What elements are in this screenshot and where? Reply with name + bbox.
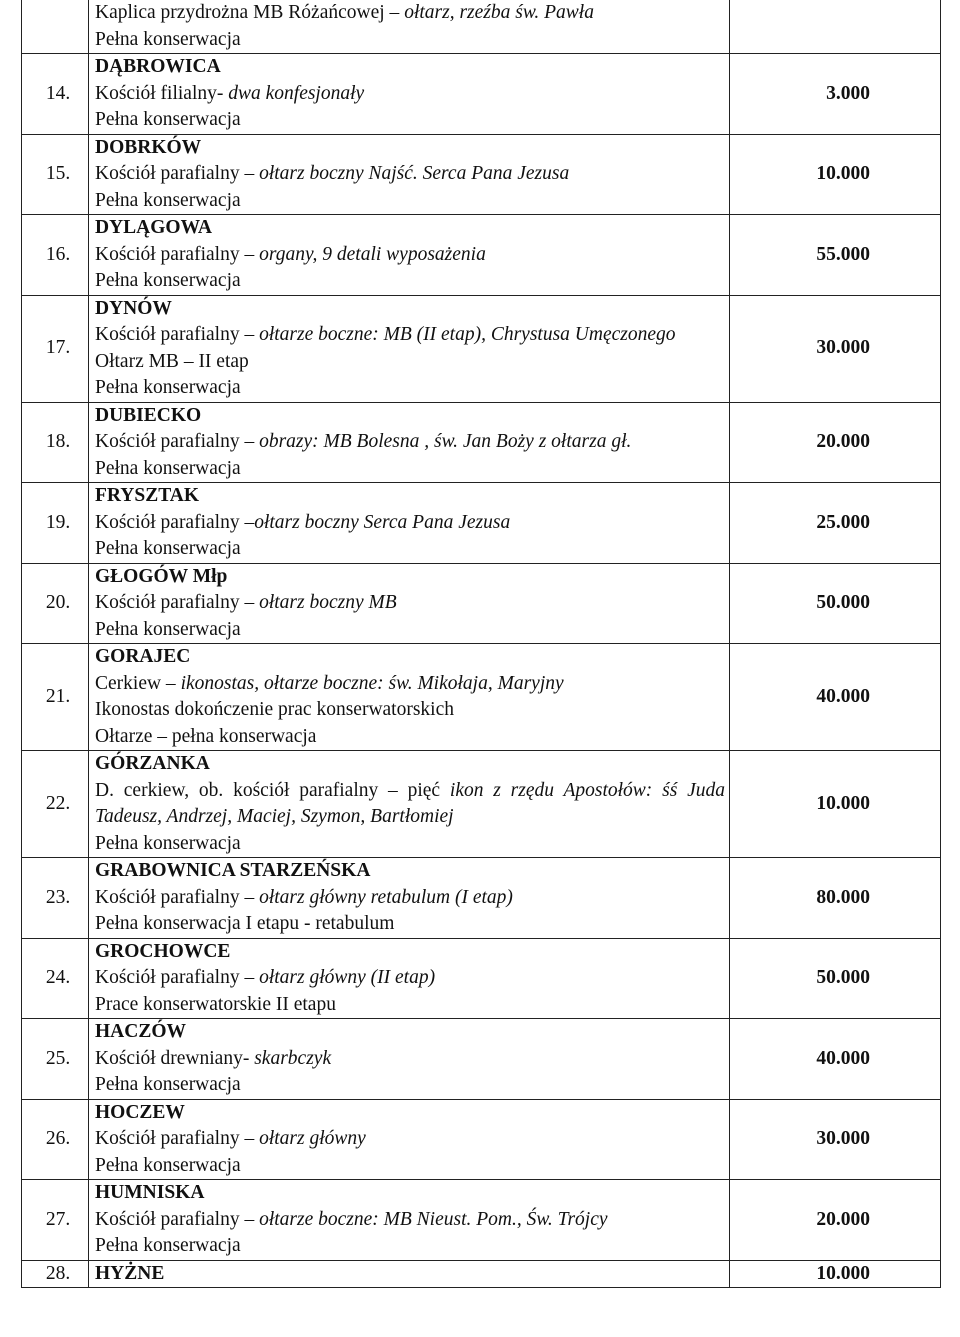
row-number: 19. (22, 483, 89, 564)
table-row (22, 1180, 941, 1261)
item-detail: obrazy: MB Bolesna , św. Jan Boży z ołtarza gł. (259, 431, 632, 452)
description-line (95, 1126, 725, 1153)
row-description (89, 1180, 730, 1261)
row-description (89, 483, 730, 564)
text-segment: Pełna konserwacja (95, 618, 241, 640)
table-row (22, 134, 941, 215)
row-description (89, 215, 730, 296)
description-line (95, 1233, 725, 1260)
text-segment: Kościół parafialny – (95, 886, 260, 908)
text-segment: GÓRZANKA (95, 753, 210, 774)
location-name (95, 858, 725, 885)
description-line (95, 242, 725, 269)
text-segment: Kościół parafialny – (95, 511, 255, 533)
description-line (95, 590, 725, 617)
table-row (22, 563, 941, 644)
location-name (95, 751, 725, 778)
table-row (22, 215, 941, 296)
item-detail: skarbczyk (254, 1047, 332, 1069)
text-segment: Pełna konserwacja I etapu - retabulum (95, 913, 395, 934)
description-line (95, 161, 725, 188)
text-segment: Ikonostas dokończenie prac konserwatorskich (95, 699, 455, 720)
row-description (89, 644, 730, 751)
row-description (89, 0, 730, 54)
description-line (95, 107, 725, 134)
description-line (95, 1072, 725, 1099)
item-detail: ołtarz główny (259, 1128, 366, 1149)
description-line (95, 268, 725, 295)
text-segment: Kościół parafialny – (95, 967, 260, 988)
row-number: 17. (22, 295, 89, 402)
description-line (95, 81, 725, 108)
row-number: 28. (22, 1260, 89, 1288)
row-amount: 25.000 (730, 483, 941, 564)
text-segment: Kościół parafialny – (95, 243, 260, 265)
item-detail: ołtarze boczne: MB Nieust. Pom., Św. Trójcy (259, 1208, 608, 1230)
row-amount: 40.000 (730, 1019, 941, 1100)
text-segment: Pełna konserwacja (95, 1074, 241, 1095)
text-segment: HOCZEW (95, 1101, 185, 1123)
row-number: 20. (22, 563, 89, 644)
description-line (95, 778, 725, 831)
table-row (22, 0, 941, 54)
row-description (89, 858, 730, 939)
text-segment: Kościół parafialny – (95, 1208, 260, 1230)
table-row (22, 644, 941, 751)
description-line (95, 375, 725, 402)
text-segment: Pełna konserwacja (95, 28, 241, 50)
location-name (95, 644, 725, 671)
table-row (22, 1099, 941, 1180)
description-line (95, 885, 725, 912)
text-segment: Kościół parafialny – (95, 592, 260, 613)
text-segment: Pełna konserwacja (95, 189, 241, 211)
row-description (89, 1019, 730, 1100)
row-description (89, 295, 730, 402)
row-number: 27. (22, 1180, 89, 1261)
row-number: 14. (22, 54, 89, 135)
row-number: 22. (22, 751, 89, 858)
text-segment: D. cerkiew, ob. kościół parafialny – pięć (95, 779, 450, 801)
text-segment: DYNÓW (95, 297, 172, 319)
item-detail: ołtarz, rzeźba św. Pawła (404, 2, 594, 23)
description-line (95, 429, 725, 456)
description-line (95, 1207, 725, 1234)
row-amount: 10.000 (730, 134, 941, 215)
text-segment: Cerkiew – (95, 672, 181, 694)
location-name (95, 1019, 725, 1046)
text-segment: Kościół parafialny – (95, 1128, 260, 1149)
description-line (95, 697, 725, 724)
description-line (95, 992, 725, 1019)
row-description (89, 563, 730, 644)
table-row (22, 938, 941, 1019)
text-segment: HYŻNE (95, 1262, 165, 1284)
row-description (89, 402, 730, 483)
row-amount: 50.000 (730, 563, 941, 644)
row-amount: 20.000 (730, 402, 941, 483)
row-amount: 30.000 (730, 1099, 941, 1180)
description-line (95, 0, 725, 27)
description-line (95, 831, 725, 858)
text-segment: GRABOWNICA STARZEŃSKA (95, 860, 371, 881)
description-line (95, 724, 725, 751)
table-row (22, 858, 941, 939)
location-name (95, 564, 725, 591)
description-line (95, 349, 725, 376)
item-detail: ołtarze boczne: MB (II etap), Chrystusa Umęczonego (259, 324, 676, 345)
row-description (89, 1099, 730, 1180)
location-name (95, 215, 725, 242)
text-segment: Ołtarz MB – II etap (95, 350, 249, 372)
row-number: 18. (22, 402, 89, 483)
text-segment: FRYSZTAK (95, 485, 200, 506)
row-number: 25. (22, 1019, 89, 1100)
text-segment: GROCHOWCE (95, 940, 231, 962)
text-segment: Pełna konserwacja (95, 1154, 241, 1176)
description-line (95, 965, 725, 992)
table-body (22, 0, 941, 1288)
row-amount: 20.000 (730, 1180, 941, 1261)
text-segment: Pełna konserwacja (95, 109, 241, 130)
text-segment: Kaplica przydrożna MB Różańcowej – (95, 2, 405, 23)
row-amount: 50.000 (730, 938, 941, 1019)
row-number: 24. (22, 938, 89, 1019)
location-name (95, 1100, 725, 1127)
row-amount: 30.000 (730, 295, 941, 402)
location-name (95, 939, 725, 966)
table-row (22, 1260, 941, 1288)
row-amount: 40.000 (730, 644, 941, 751)
description-line (95, 510, 725, 537)
text-segment: HUMNISKA (95, 1182, 205, 1203)
row-number: 15. (22, 134, 89, 215)
table-row (22, 483, 941, 564)
text-segment: Pełna konserwacja (95, 457, 241, 479)
row-description (89, 1260, 730, 1288)
description-line (95, 456, 725, 483)
item-detail: ikonostas, ołtarze boczne: św. Mikołaja, Maryjny (180, 672, 564, 694)
row-amount: 10.000 (730, 1260, 941, 1288)
item-detail: ołtarz główny (II etap) (259, 967, 436, 988)
location-name (95, 1261, 725, 1288)
row-amount: 3.000 (730, 54, 941, 135)
row-number: 16. (22, 215, 89, 296)
row-number: 26. (22, 1099, 89, 1180)
row-amount (730, 0, 941, 54)
text-segment: DOBRKÓW (95, 136, 202, 158)
table-row (22, 1019, 941, 1100)
table-row (22, 751, 941, 858)
item-detail: dwa konfesjonały (228, 82, 365, 104)
row-amount: 55.000 (730, 215, 941, 296)
location-name (95, 296, 725, 323)
table-row (22, 54, 941, 135)
row-amount: 10.000 (730, 751, 941, 858)
text-segment: Kościół filialny- (95, 82, 229, 104)
description-line (95, 911, 725, 938)
text-segment: Pełna konserwacja (95, 377, 241, 398)
description-line (95, 671, 725, 698)
description-line (95, 617, 725, 644)
text-segment: HACZÓW (95, 1021, 187, 1042)
description-line (95, 536, 725, 563)
text-segment: Kościół parafialny – (95, 324, 260, 345)
row-number: 21. (22, 644, 89, 751)
location-name (95, 483, 725, 510)
text-segment: Kościół parafialny – (95, 163, 260, 184)
text-segment: DĄBROWICA (95, 56, 221, 77)
row-amount: 80.000 (730, 858, 941, 939)
monument-funding-table (21, 0, 941, 1288)
row-description (89, 938, 730, 1019)
item-detail: ikon z rzędu Apostołów: śś Juda Tadeusz, Andrzej, Maciej, Szymon, Bartłomiej (95, 779, 726, 827)
location-name (95, 135, 725, 162)
table-row (22, 295, 941, 402)
location-name (95, 403, 725, 430)
row-description (89, 54, 730, 135)
text-segment: Pełna konserwacja (95, 270, 241, 291)
item-detail: ołtarz główny retabulum (I etap) (259, 886, 513, 908)
table-row (22, 402, 941, 483)
text-segment: Kościół drewniany- (95, 1047, 255, 1069)
description-line (95, 1153, 725, 1180)
text-segment: Ołtarze – pełna konserwacja (95, 725, 317, 747)
item-detail: ołtarz boczny MB (259, 592, 397, 613)
description-line (95, 188, 725, 215)
row-number: 23. (22, 858, 89, 939)
text-segment: Pełna konserwacja (95, 1235, 241, 1256)
text-segment: GORAJEC (95, 646, 191, 667)
row-description (89, 134, 730, 215)
location-name (95, 54, 725, 81)
description-line (95, 27, 725, 54)
row-description (89, 751, 730, 858)
text-segment: DUBIECKO (95, 404, 202, 426)
text-segment: Prace konserwatorskie II etapu (95, 993, 336, 1015)
item-detail: ołtarz boczny Najść. Serca Pana Jezusa (259, 163, 570, 184)
row-number (22, 0, 89, 54)
item-detail: organy, 9 detali wyposażenia (259, 243, 486, 265)
text-segment: Pełna konserwacja (95, 832, 241, 854)
text-segment: Pełna konserwacja (95, 538, 241, 559)
description-line (95, 322, 725, 349)
location-name (95, 1180, 725, 1207)
text-segment: GŁOGÓW Młp (95, 565, 228, 587)
description-line (95, 1046, 725, 1073)
item-detail: ołtarz boczny Serca Pana Jezusa (254, 511, 511, 533)
text-segment: Kościół parafialny – (95, 431, 260, 452)
text-segment: DYLĄGOWA (95, 217, 213, 238)
